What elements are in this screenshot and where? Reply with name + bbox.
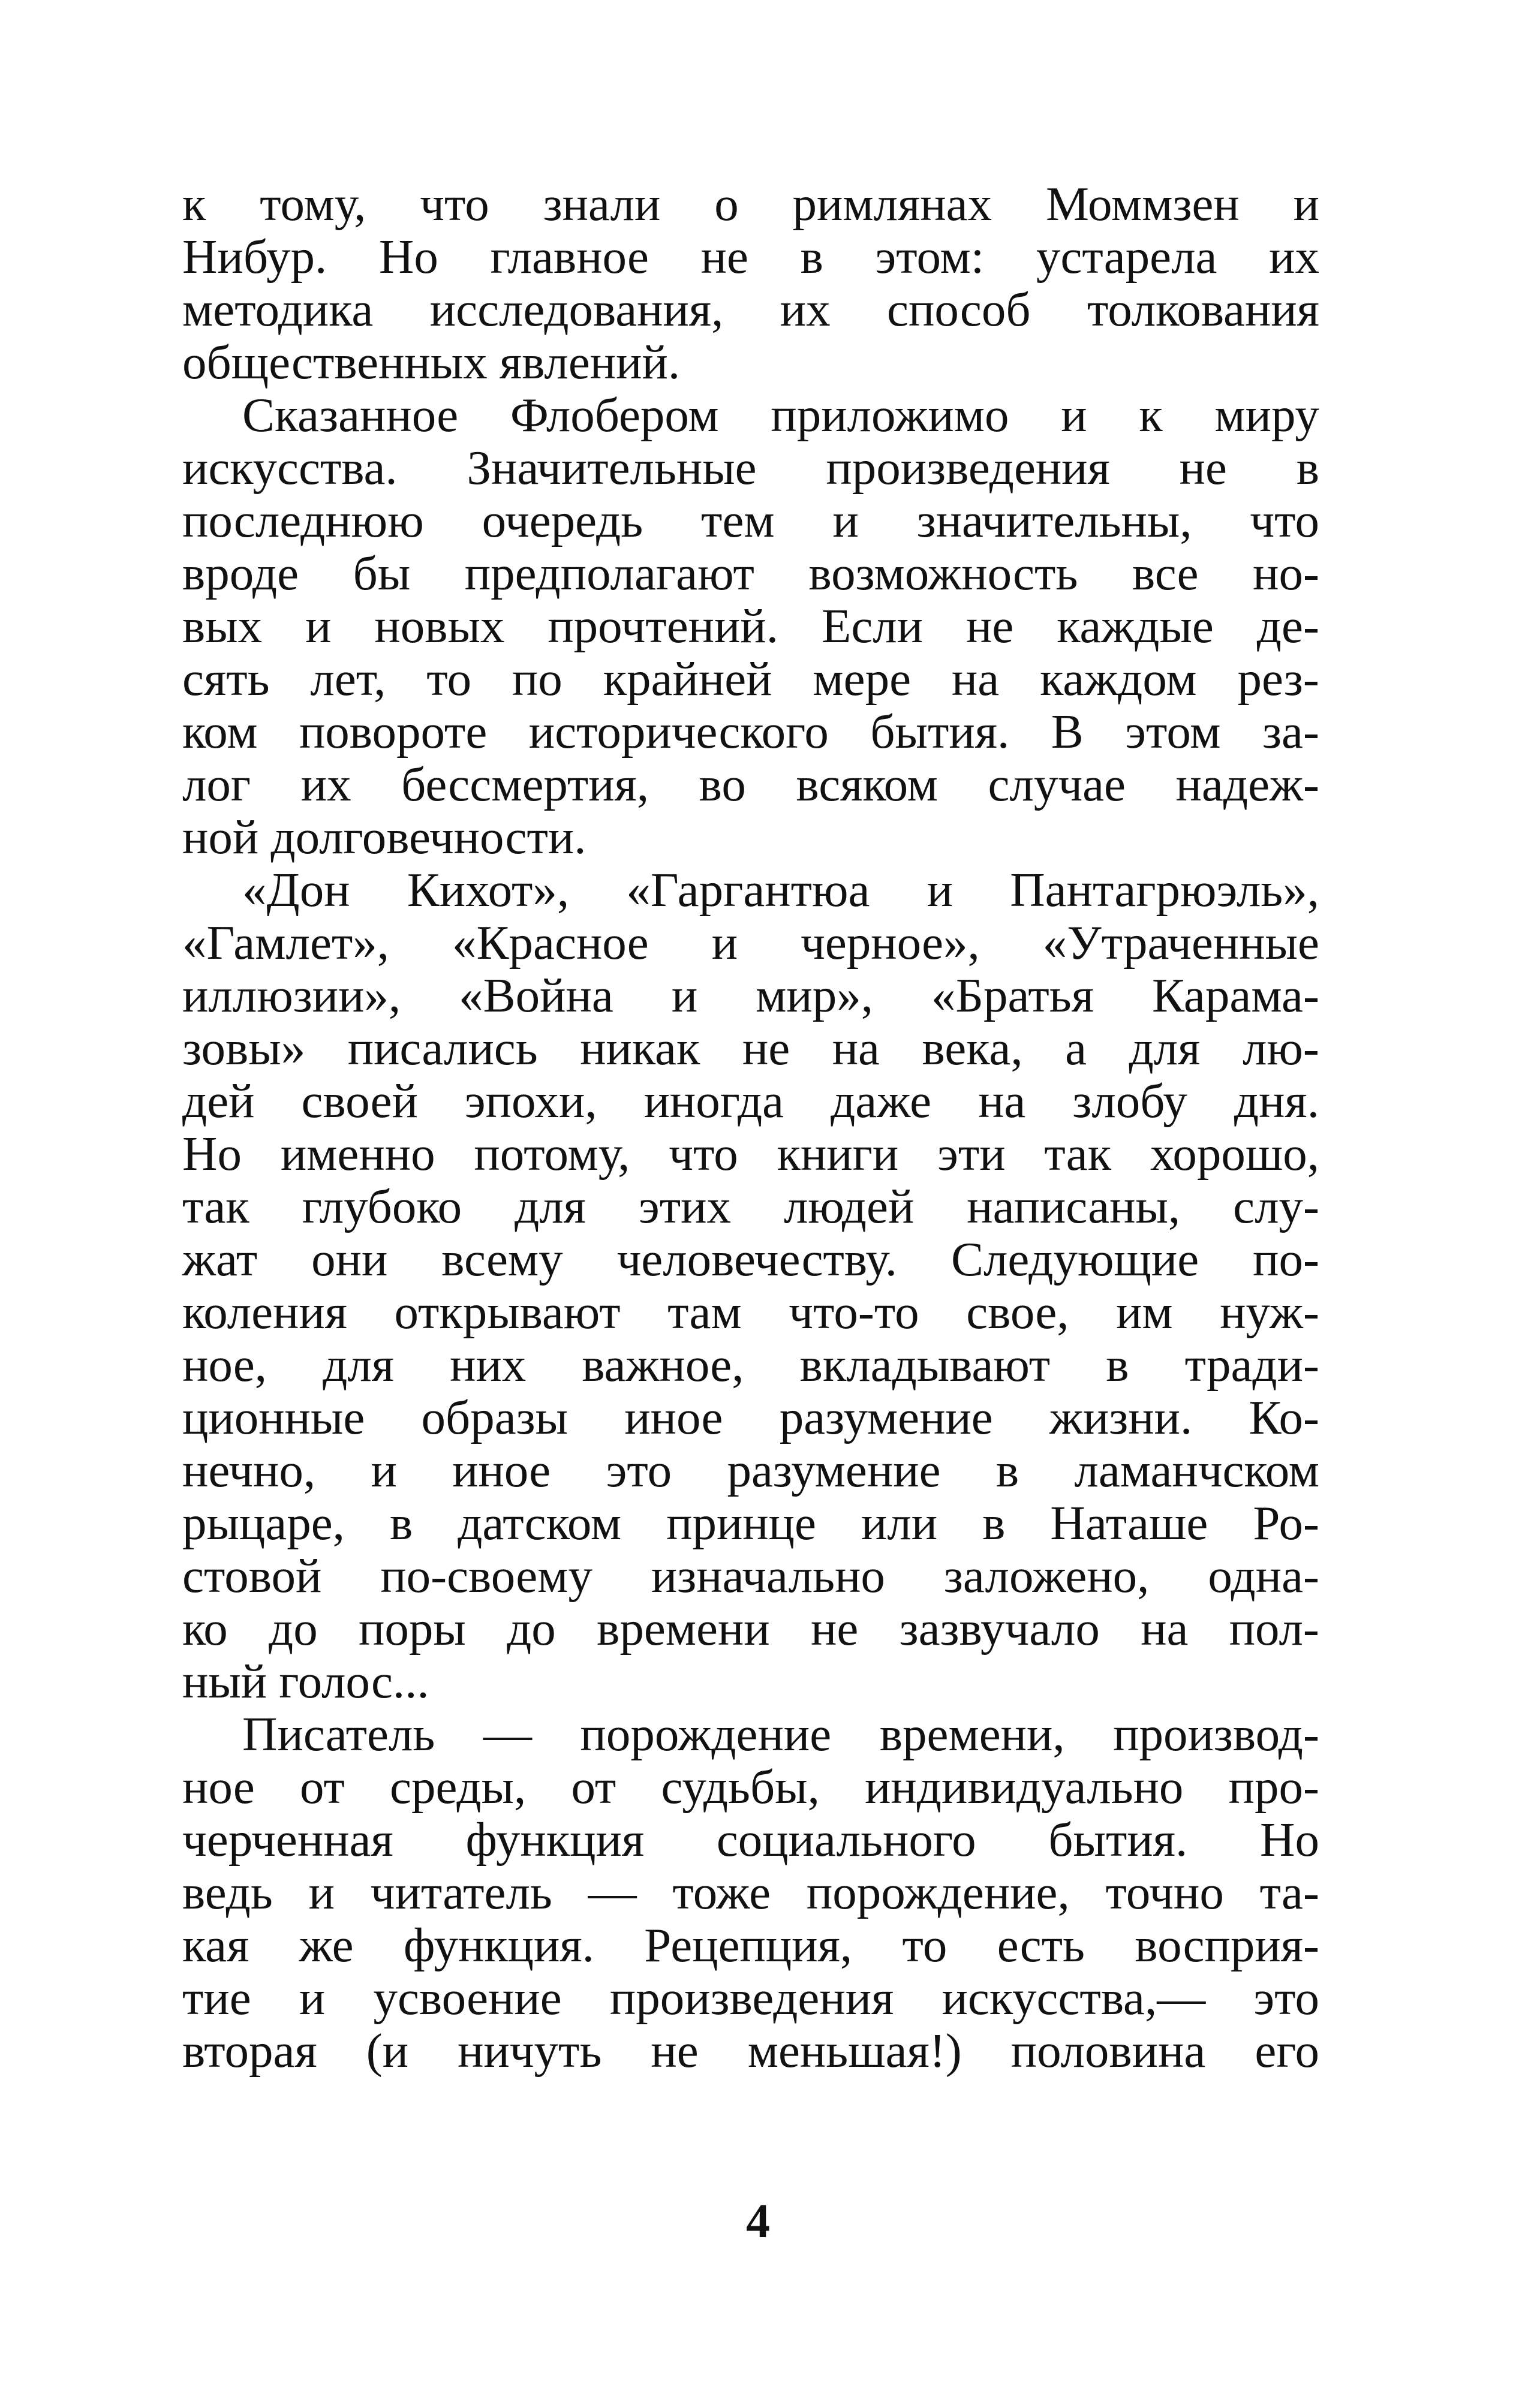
text-line: Нибур. Но главное не в этом: устарела их <box>182 230 1319 284</box>
text-line: Сказанное Флобером приложимо и к миру <box>242 388 1319 442</box>
text-line: последнюю очередь тем и значительны, что <box>182 493 1319 547</box>
text-line: вроде бы предполагают возможность все но- <box>182 546 1319 600</box>
text-line: Но именно потому, что книги эти так хорошо, <box>182 1127 1319 1181</box>
text-line: стовой по-своему изначально заложено, одна- <box>182 1549 1319 1603</box>
text-line: так глубоко для этих людей написаны, слу- <box>182 1179 1319 1233</box>
text-line: искусства. Значительные произведения не в <box>182 441 1319 495</box>
text-line: ведь и читатель — тоже порождение, точно та- <box>182 1865 1319 1919</box>
text-line: ный голос... <box>182 1654 429 1708</box>
text-line: нечно, и иное это разумение в ламанчском <box>182 1443 1319 1497</box>
text-line: черченная функция социального бытия. Но <box>182 1813 1319 1867</box>
text-line: дей своей эпохи, иногда даже на злобу дня. <box>182 1074 1319 1128</box>
text-line: ком повороте исторического бытия. В этом за- <box>182 705 1319 758</box>
text-line: сять лет, то по крайней мере на каждом рез- <box>182 652 1319 706</box>
text-line: вых и новых прочтений. Если не каждые де- <box>182 599 1319 653</box>
text-line: методика исследования, их способ толкования <box>182 282 1319 336</box>
text-line: ное, для них важное, вкладывают в тради- <box>182 1338 1319 1392</box>
body-text <box>182 177 1319 2077</box>
text-line: Писатель — порождение времени, производ- <box>242 1707 1319 1761</box>
text-line: жат они всему человечеству. Следующие по- <box>182 1232 1319 1286</box>
text-line: «Дон Кихот», «Гаргантюа и Пантагрюэль», <box>242 863 1319 917</box>
text-line: лог их бессмертия, во всяком случае надеж- <box>182 757 1319 811</box>
text-line: рыцаре, в датском принце или в Наташе Ро- <box>182 1496 1319 1550</box>
text-line: вторая (и ничуть не меньшая!) половина его <box>182 2024 1319 2078</box>
text-line: ной долговечности. <box>182 810 586 864</box>
text-line: ко до поры до времени не зазвучало на пол- <box>182 1602 1319 1656</box>
text-line: ное от среды, от судьбы, индивидуально про- <box>182 1760 1319 1814</box>
text-line: зовы» писались никак не на века, а для лю- <box>182 1021 1319 1075</box>
text-line: «Гамлет», «Красное и черное», «Утраченные <box>182 916 1319 970</box>
text-line: кая же функция. Рецепция, то есть восприя- <box>182 1918 1319 1972</box>
text-line: тие и усвоение произведения искусства,— это <box>182 1971 1319 2025</box>
text-line: ционные образы иное разумение жизни. Ко- <box>182 1390 1319 1444</box>
page-number: 4 <box>746 2195 770 2248</box>
text-line: к тому, что знали о римлянах Моммзен и <box>182 177 1319 231</box>
text-line: иллюзии», «Война и мир», «Братья Карама- <box>182 968 1319 1022</box>
text-line: коления открывают там что-то свое, им нуж- <box>182 1285 1319 1339</box>
text-line: общественных явлений. <box>182 335 681 389</box>
